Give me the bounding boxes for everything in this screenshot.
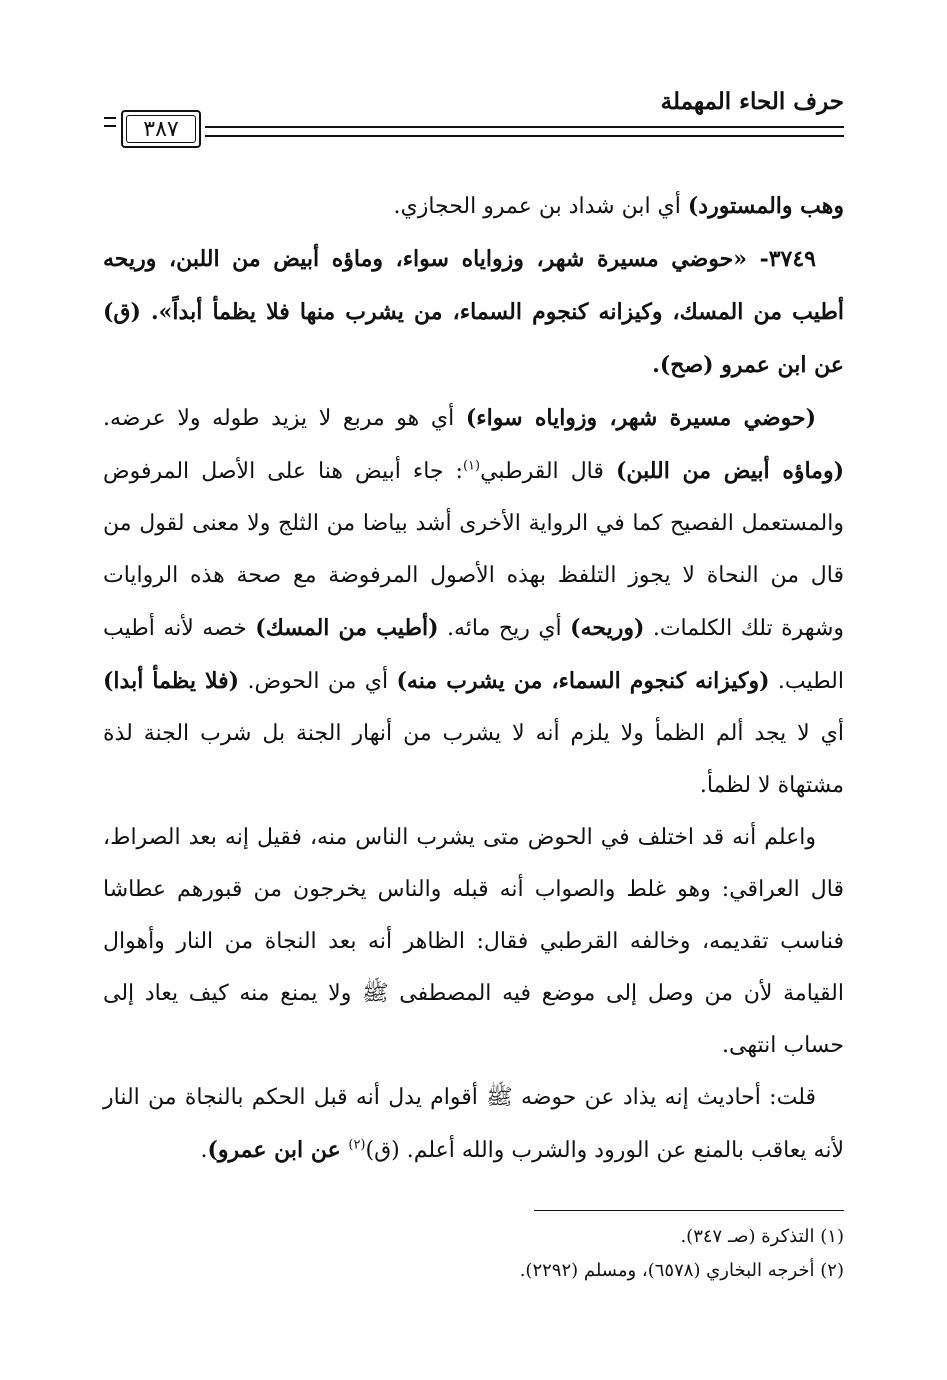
plain-text: أي من الحوض. — [239, 669, 397, 694]
hadith-end: . — [652, 352, 660, 378]
hadith-text: ٣٧٤٩- «حوضي مسيرة شهر، وزواياه سواء، وماؤه أبيض من اللبن، وريحه أطيب من المسك، وكيزانه كنجوم السماء، من يشرب منها فلا يظمأ أبداً». — [103, 246, 844, 325]
quoted-phrase: (فلا يظمأ أبدا) — [103, 668, 240, 694]
paragraph-1 — [103, 180, 844, 233]
footnote-2: (٢) أخرجه البخاري (٦٥٧٨)، ومسلم (٢٢٩٢). — [519, 1260, 844, 1281]
plain-text: قال القرطبي — [480, 459, 616, 484]
plain-text: خصه لأنه أطيب الطيب. — [103, 616, 844, 694]
plain-text: أي هو مربع لا يزيد طوله ولا عرضه. — [103, 406, 466, 431]
paragraph-4: واعلم أنه قد اختلف في الحوض متى يشرب الناس منه، فقيل إنه بعد الصراط، قال العراقي: وهو غلط والصواب أنه قبله والناس يخرجون من قبورهم عطاشا فناسب تقديمه، وخالفه القرطبي فقال: الظاهر أنه بعد النجاة من النار وأهوال القيامة لأن من وصل إلى موضع فيه المصطفى ﷺ ولا يمنع منه كيف يعاد إلى حساب انتهى. — [103, 825, 844, 1058]
plain-text: أي ريح مائه. — [438, 616, 571, 641]
paragraph-5 — [103, 1072, 844, 1177]
running-head-title: حرف الحاء المهملة — [660, 88, 844, 115]
footnote-1: (١) التذكرة (صـ ٣٤٧). — [680, 1226, 844, 1247]
plain-text: . — [200, 1138, 208, 1163]
quoted-phrase: (وريحه) — [570, 615, 645, 641]
bold-phrase: وهب والمستورد) — [687, 193, 844, 219]
quoted-phrase: (وكيزانه كنجوم السماء، من يشرب منه) — [396, 668, 770, 694]
quoted-phrase: (حوضي مسيرة شهر، وزواياه سواء) — [465, 405, 816, 431]
plain-text: قلت: أحاديث إنه يذاد عن حوضه ﷺ أقوام يدل أنه قبل الحكم بالنجاة من النار لأنه يعاقب بالمنع عن الورود والشرب والله أعلم. (ق) — [103, 1085, 844, 1163]
page-number: ٣٨٧ — [143, 116, 179, 142]
hadith-grade: (صح) — [659, 352, 714, 378]
footnote-ref-1[interactable]: (١) — [462, 458, 481, 474]
footnotes — [103, 1220, 844, 1288]
main-text — [103, 180, 844, 1177]
hadith-entry-3749 — [103, 233, 844, 392]
quoted-phrase: (أطيب من المسك) — [255, 615, 439, 641]
commentary-paragraph — [103, 392, 844, 812]
hadith-source: (ق) عن ابن عمرو — [103, 299, 844, 378]
page-number-box — [121, 110, 201, 148]
header-rule-end-mark — [104, 117, 116, 127]
bold-phrase: عن ابن عمرو) — [207, 1137, 349, 1163]
plain-text: : جاء أبيض هنا على الأصل المرفوض والمستعمل الفصيح كما في الرواية الأخرى أشد بياضا من الثلج ولا معنى لقول من قال من النحاة لا يجوز التلفظ بهذه الأصول المرفوضة مع صحة هذه الروايات وشهرة تلك الكلمات. — [103, 459, 845, 641]
footnote-separator — [534, 1210, 844, 1211]
footnote-ref-2[interactable]: (٢) — [348, 1137, 366, 1153]
plain-text: أي لا يجد ألم الظمأ ولا يلزم أنه لا يشرب من أنهار الجنة بل شرب الجنة لذة مشتهاة لا لظمأ. — [103, 721, 844, 798]
quoted-phrase: (وماؤه أبيض من اللبن) — [615, 458, 844, 484]
plain-text: أي ابن شداد بن عمرو الحجازي. — [393, 194, 688, 219]
header-double-rule — [205, 126, 844, 137]
